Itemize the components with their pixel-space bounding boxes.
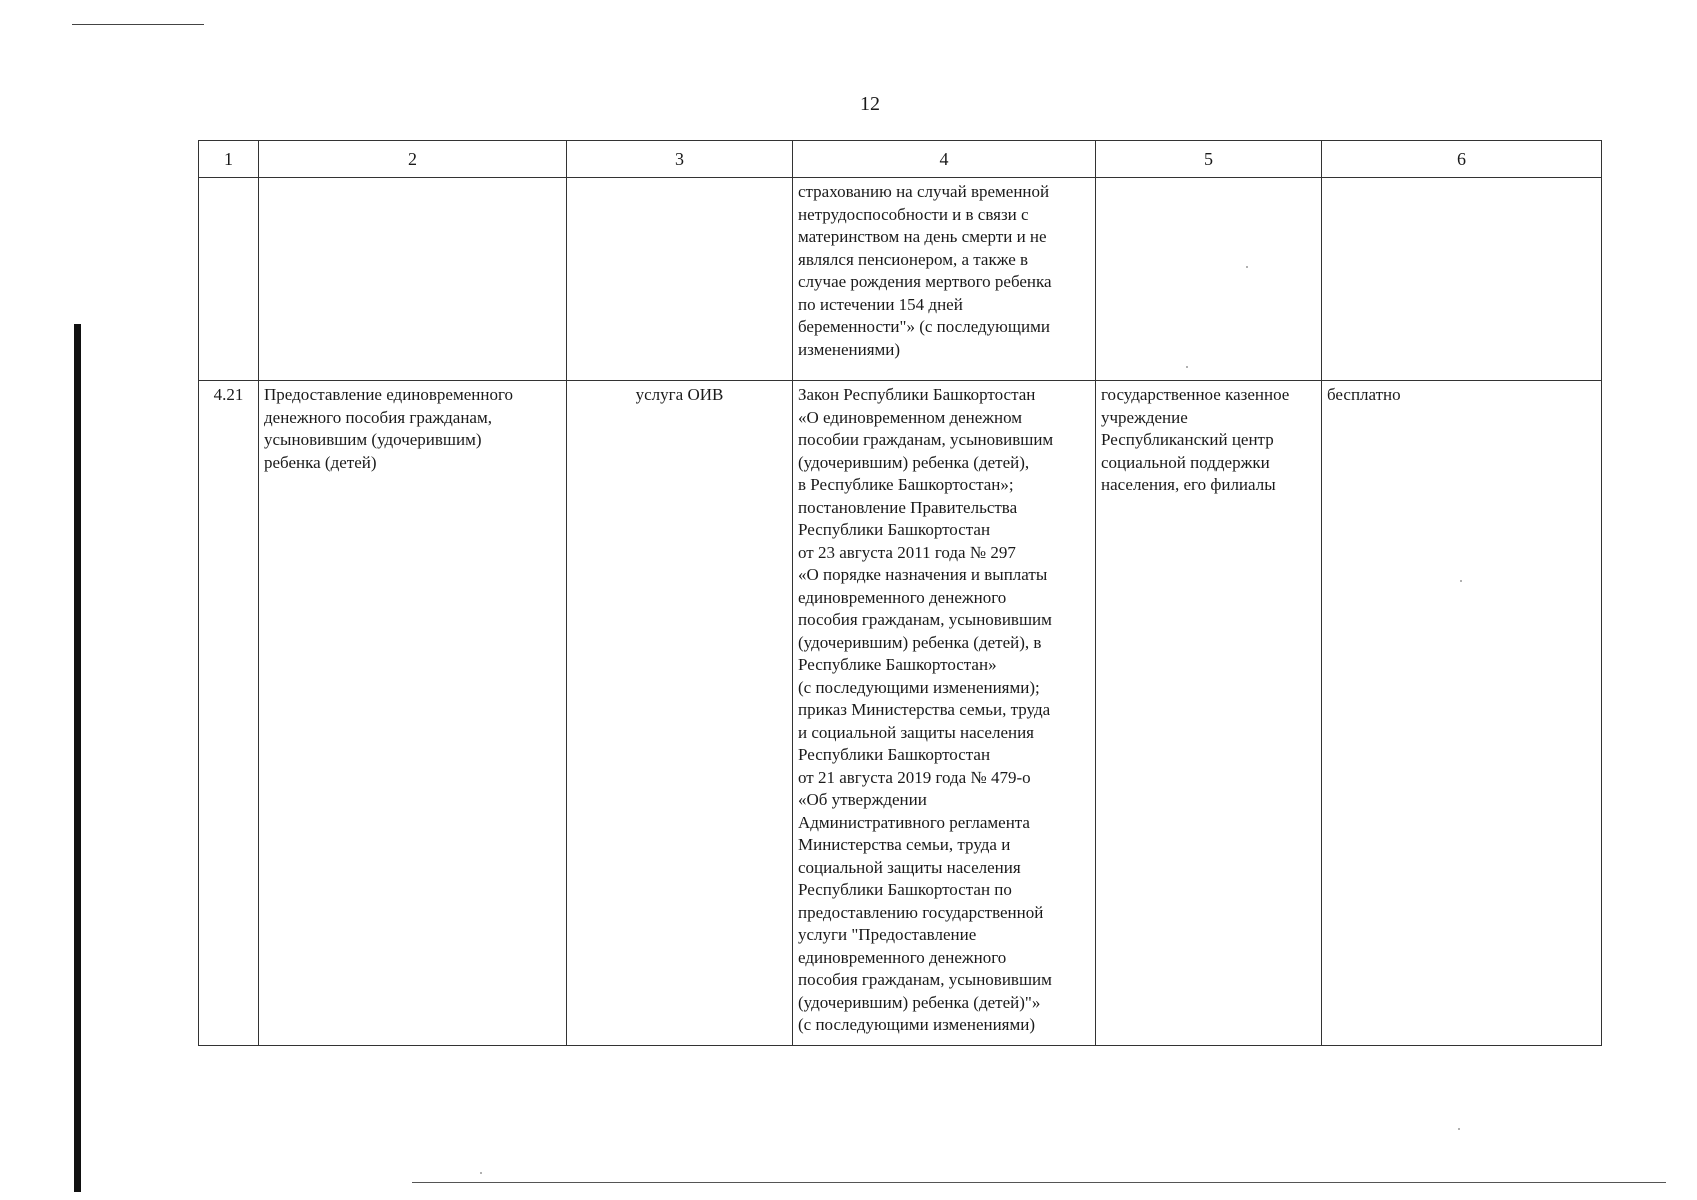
text-line: Республики Башкортостан [798,745,991,764]
empty-cell [1096,178,1322,381]
text-line: случае рождения мертвого ребенка [798,272,1052,291]
empty-cell [567,178,793,381]
text-line: ребенка (детей) [264,452,377,472]
continuation-row [199,178,1602,381]
text-line: населения, его филиалы [1101,475,1276,494]
text-line: социальной поддержки [1101,452,1270,472]
text-line: (с последующими изменениями); [798,677,1040,697]
text-line: «О единовременном денежном [798,407,1023,427]
text-line: (удочерившим) ребенка (детей), в [798,632,1042,652]
text-line: в Республике Башкортостан»; [798,475,1014,494]
text-line: от 21 августа 2019 года № 479-о [798,767,1031,787]
text-line: материнством на день смерти и не [798,227,1047,246]
header-cell: 3 [567,141,793,178]
text-line: постановление Правительства [798,497,1018,517]
header-cell: 2 [259,141,567,178]
text-line: изменениями) [798,339,901,359]
text-line: денежного пособия гражданам, [264,407,492,427]
empty-cell [1322,178,1602,381]
scan-speck [1458,1128,1460,1130]
text-line: по истечении 154 дней [798,294,963,314]
page-number: 12 [860,93,880,115]
text-line: пособия гражданам, усыновившим [798,610,1052,629]
header-cell: 1 [199,141,259,178]
fee-cell: бесплатно [1322,381,1602,1046]
text-line: Закон Республики Башкортостан [798,385,1036,404]
text-line: единовременного денежного [798,587,1007,607]
text-line: усыновившим (удочерившим) [264,430,482,449]
legal-basis-cell [793,381,1096,1046]
bottom-rule [412,1182,1666,1183]
text-line: Предоставление единовременного [264,385,514,404]
header-cell: 4 [793,141,1096,178]
header-cell: 6 [1322,141,1602,178]
text-line: пособии гражданам, усыновившим [798,430,1054,449]
row-number-cell: 4.21 [199,381,259,1046]
header-row [199,141,1602,178]
text-line: «Об утверждении [798,790,927,809]
services-table [198,140,1602,1046]
text-line: единовременного денежного [798,947,1007,967]
provider-cell [1096,381,1322,1046]
table-row-4-21 [199,381,1602,1046]
empty-cell [199,178,259,381]
text-line: Министерства семьи, труда и [798,835,1011,854]
text-line: (удочерившим) ребенка (детей), [798,452,1030,472]
service-name-cell [259,381,567,1046]
text-line: беременности"» (с последующими [798,317,1050,336]
text-line: учреждение [1101,407,1188,427]
text-line: Республики Башкортостан по [798,880,1012,899]
text-line: и социальной защиты населения [798,722,1034,742]
text-line: «О порядке назначения и выплаты [798,565,1048,584]
scan-edge-bar [74,324,81,1192]
text-line: социальной защиты населения [798,857,1021,877]
empty-cell [259,178,567,381]
text-line: Республики Башкортостан [798,520,991,539]
text-line: услуги "Предоставление [798,925,977,944]
text-line: Республике Башкортостан» [798,655,997,674]
header-cell: 5 [1096,141,1322,178]
text-line: Административного регламента [798,812,1030,832]
text-line: предоставлению государственной [798,902,1044,922]
text-line: пособия гражданам, усыновившим [798,970,1052,989]
text-line: Республиканский центр [1101,430,1274,449]
text-line: (с последующими изменениями) [798,1015,1036,1034]
text-line: (удочерившим) ребенка (детей)"» [798,992,1041,1012]
text-line: страхованию на случай временной [798,182,1050,201]
text-line: приказ Министерства семьи, труда [798,700,1051,719]
text-line: государственное казенное [1101,385,1290,404]
scan-speck [480,1172,482,1174]
text-line: нетрудоспособности и в связи с [798,204,1029,224]
text-line: являлся пенсионером, а также в [798,249,1029,269]
legal-basis-continuation-cell [793,178,1096,381]
top-rule [72,24,204,25]
text-line: от 23 августа 2011 года № 297 [798,542,1016,562]
service-type-cell: услуга ОИВ [567,381,793,1046]
